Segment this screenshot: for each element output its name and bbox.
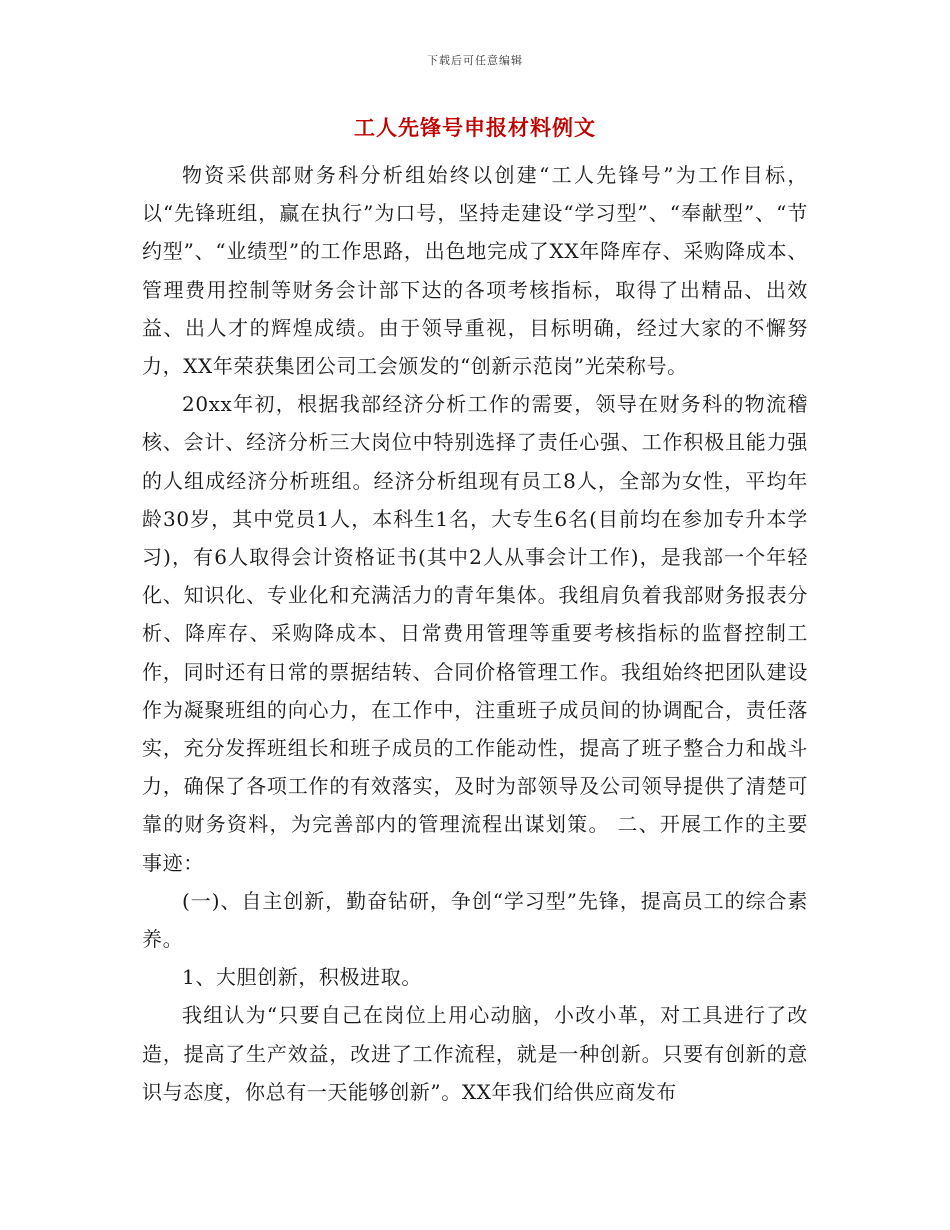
paragraph-5: 我组认为“只要自己在岗位上用心动脑，小改小革，对工具进行了改造，提高了生产效益，改进了工作流程，就是一种创新。只要有创新的意识与态度，你总有一天能够创新”。XX年我们给供应商发布 (142, 1003, 808, 1104)
paragraph-2: 20xx年初，根据我部经济分析工作的需要，领导在财务科的物流稽核、会计、经济分析三大岗位中特别选择了责任心强、工作积极且能力强的人组成经济分析班组。经济分析组现有员工8人，全部为女性，平均年龄30岁，其中党员1人，本科生1名，大专生6名(目前均在参加专升本学习)，有6人取得会计资格证书(其中2人从事会计工作)，是我部一个年轻化、知识化、专业化和充满活力的青年集体。我组肩负着我部财务报表分析、降库存、采购降成本、日常费用管理等重要考核指标的监督控制工作，同时还有日常的票据结转、合同价格管理工作。我组始终把团队建设作为凝聚班组的向心力，在工作中，注重班子成员间的协调配合，责任落实，充分发挥班组长和班子成员的工作能动性，提高了班子整合力和战斗力，确保了各项工作的有效落实，及时为部领导及公司领导提供了清楚可靠的财务资料，为完善部内的管理流程出谋划策。 二、开展工作的主要事迹： (142, 392, 808, 875)
header-note: 下载后可任意编辑 (427, 54, 523, 67)
paragraph-1: 物资采供部财务科分析组始终以创建“工人先锋号”为工作目标，以“先锋班组，赢在执行”为口号，坚持走建设“学习型”、“奉献型”、“节约型”、“业绩型”的工作思路，出色地完成了XX年降库存、采购降成本、管理费用控制等财务会计部下达的各项考核指标，取得了出精品、出效益、出人才的辉煌成绩。由于领导重视，目标明确，经过大家的不懈努力，XX年荣获集团公司工会颁发的“创新示范岗”光荣称号。 (142, 163, 808, 379)
document-body (142, 156, 808, 1111)
paragraph-4: 1、大胆创新，积极进取。 (182, 965, 422, 990)
document-title: 工人先锋号申报材料例文 (354, 115, 596, 140)
paragraph-3: (一)、自主创新，勤奋钻研，争创“学习型”先锋，提高员工的综合素养。 (142, 888, 808, 952)
